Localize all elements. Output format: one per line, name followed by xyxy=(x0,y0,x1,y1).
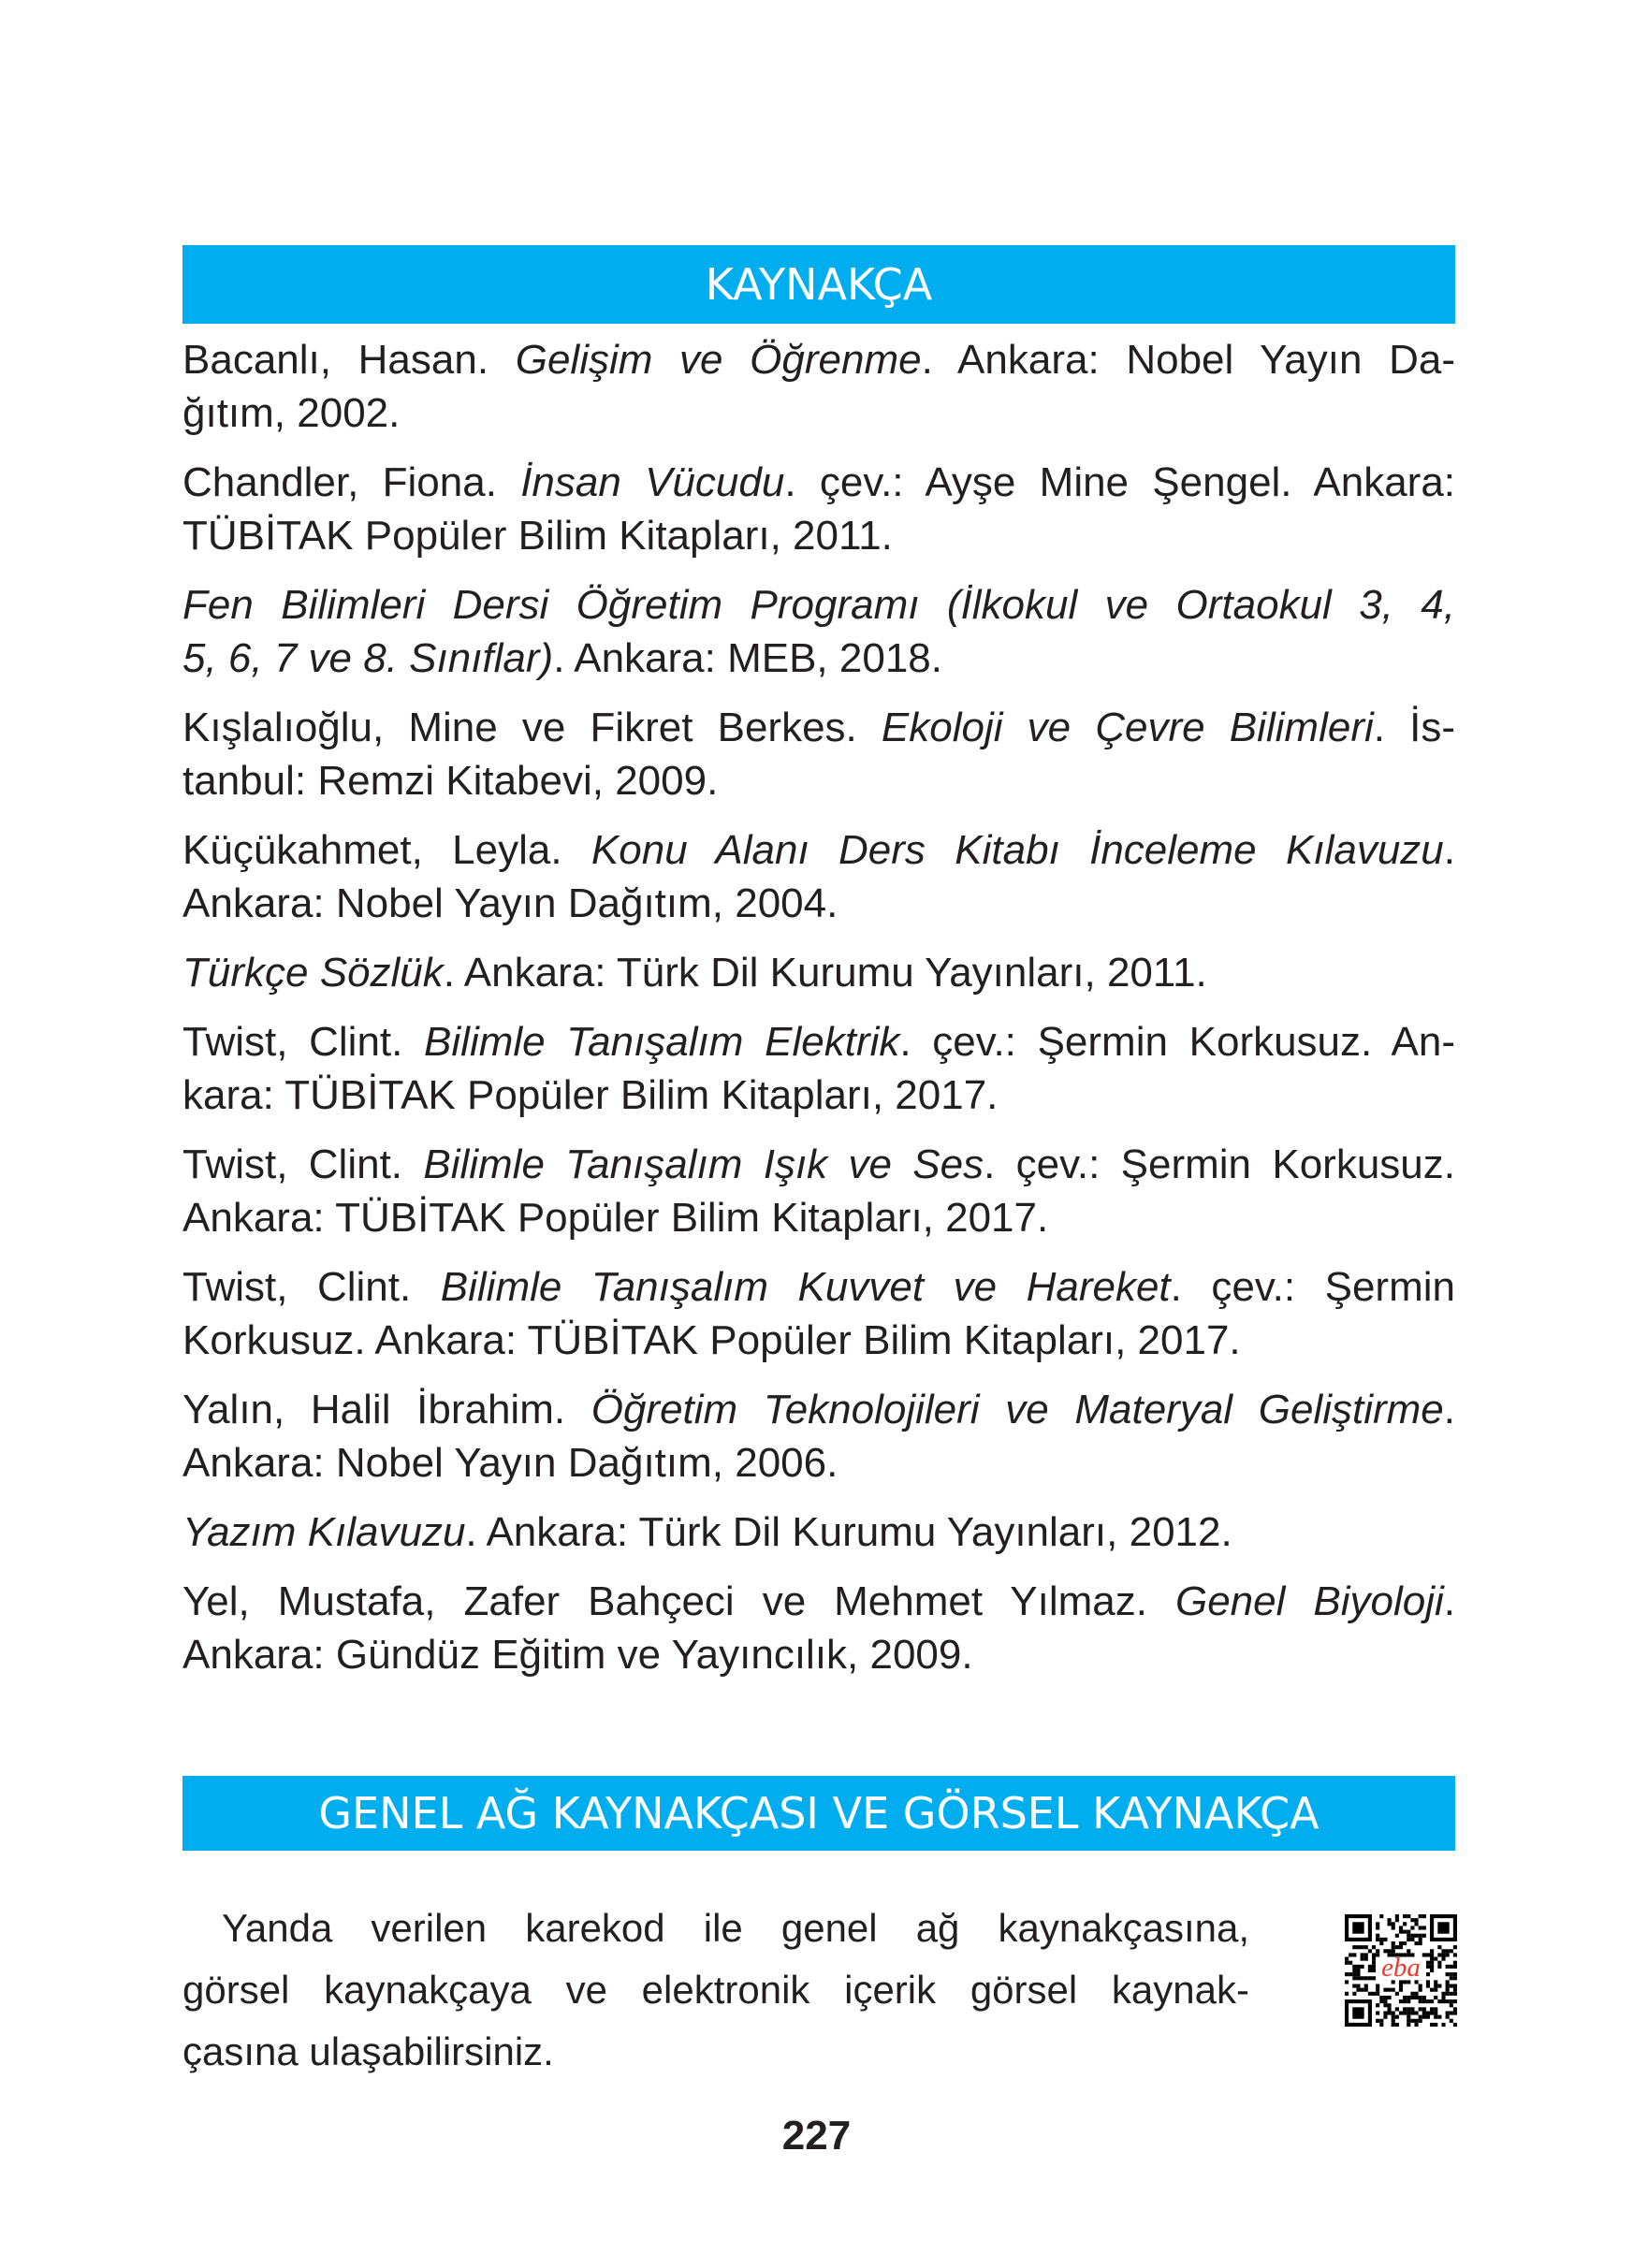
reference-line xyxy=(182,509,1455,562)
reference-text: . Ankara: Türk Dil Kurumu Yayınları, 2012. xyxy=(465,1509,1232,1555)
reference-title: Bilimle Tanışalım Işık ve Ses xyxy=(423,1141,984,1187)
reference-title: Gelişim ve Öğrenme xyxy=(515,337,922,383)
reference-entry xyxy=(182,1260,1455,1367)
reference-text: Twist, Clint. xyxy=(182,1264,441,1310)
reference-line xyxy=(182,333,1455,386)
reference-line xyxy=(182,456,1455,509)
reference-title: Konu Alanı Ders Kitabı İnceleme Kılavuzu xyxy=(591,827,1444,873)
reference-entry xyxy=(182,1383,1455,1490)
reference-text: Ankara: TÜBİTAK Popüler Bilim Kitapları, 2017. xyxy=(182,1195,1049,1241)
reference-entry xyxy=(182,701,1455,807)
reference-line xyxy=(182,1383,1455,1436)
reference-title: Öğretim Teknolojileri ve Materyal Geliştirme xyxy=(591,1387,1444,1432)
reference-line xyxy=(182,946,1455,999)
reference-text: Ankara: Gündüz Eğitim ve Yayıncılık, 2009. xyxy=(182,1632,973,1678)
reference-line xyxy=(182,1191,1455,1244)
reference-entry xyxy=(182,456,1455,562)
reference-entry xyxy=(182,823,1455,930)
reference-line xyxy=(182,578,1455,632)
reference-text: . Ankara: Nobel Yayın Da- xyxy=(921,337,1455,383)
reference-text: Kışlalıoğlu, Mine ve Fikret Berkes. xyxy=(182,705,882,750)
reference-title: Fen Bilimleri Dersi Öğretim Programı (İlkokul ve Ortaokul 3, 4, xyxy=(182,582,1455,628)
reference-text: . Ankara: MEB, 2018. xyxy=(553,635,942,681)
reference-title: Türkçe Sözlük xyxy=(182,950,444,996)
reference-text: Yel, Mustafa, Zafer Bahçeci ve Mehmet Yılmaz. xyxy=(182,1578,1175,1624)
page-number: 227 xyxy=(781,2113,852,2159)
reference-text: . xyxy=(1443,827,1455,873)
reference-text: Ankara: Nobel Yayın Dağıtım, 2006. xyxy=(182,1440,838,1486)
paragraph-line: görsel kaynakçaya ve elektronik içerik görsel kaynak- xyxy=(182,1968,1249,2012)
qr-code-icon xyxy=(1345,1914,1457,2027)
reference-title: Bilimle Tanışalım Elektrik xyxy=(424,1019,900,1065)
reference-text: Yalın, Halil İbrahim. xyxy=(182,1387,591,1432)
paragraph-line: Yanda verilen karekod ile genel ağ kaynakçasına, xyxy=(222,1906,1249,1950)
reference-text: Ankara: Nobel Yayın Dağıtım, 2004. xyxy=(182,880,838,926)
reference-line xyxy=(182,386,1455,440)
reference-text: Korkusuz. Ankara: TÜBİTAK Popüler Bilim Kitapları, 2017. xyxy=(182,1317,1241,1363)
reference-line xyxy=(182,1505,1455,1559)
reference-entry xyxy=(182,1505,1455,1559)
reference-line xyxy=(182,1138,1455,1191)
qr-description xyxy=(182,1897,1249,2083)
reference-text: . xyxy=(1443,1387,1455,1432)
reference-entry xyxy=(182,578,1455,685)
reference-line xyxy=(182,1436,1455,1490)
reference-text: kara: TÜBİTAK Popüler Bilim Kitapları, 2017. xyxy=(182,1072,999,1118)
reference-text: . xyxy=(1443,1578,1455,1624)
reference-text: Küçükahmet, Leyla. xyxy=(182,827,591,873)
reference-text: Twist, Clint. xyxy=(182,1019,425,1065)
reference-line xyxy=(182,754,1455,807)
reference-text: Twist, Clint. xyxy=(182,1141,424,1187)
reference-text: Bacanlı, Hasan. xyxy=(182,337,516,383)
reference-line xyxy=(182,701,1455,754)
reference-title: Yazım Kılavuzu xyxy=(182,1509,466,1555)
kaynakca-header: KAYNAKÇA xyxy=(182,245,1455,324)
eba-logo: eba xyxy=(1381,1953,1421,1984)
reference-line xyxy=(182,1575,1455,1628)
reference-line xyxy=(182,1628,1455,1681)
reference-text: . çev.: Şermin Korkusuz. xyxy=(984,1141,1455,1187)
reference-entry xyxy=(182,1138,1455,1244)
reference-line xyxy=(182,1314,1455,1367)
reference-text: . çev.: Şermin Korkusuz. An- xyxy=(899,1019,1455,1065)
paragraph-line: çasına ulaşabilirsiniz. xyxy=(182,2029,554,2073)
reference-line xyxy=(182,1069,1455,1122)
reference-line xyxy=(182,1015,1455,1069)
reference-entry xyxy=(182,1575,1455,1681)
reference-line xyxy=(182,632,1455,685)
reference-line xyxy=(182,877,1455,930)
reference-list xyxy=(182,333,1455,1697)
reference-title: İnsan Vücudu xyxy=(520,459,785,505)
reference-text: . Ankara: Türk Dil Kurumu Yayınları, 2011. xyxy=(443,950,1207,996)
reference-entry xyxy=(182,946,1455,999)
web-sources-header: GENEL AĞ KAYNAKÇASI VE GÖRSEL KAYNAKÇA xyxy=(182,1776,1455,1851)
reference-text: ğıtım, 2002. xyxy=(182,390,401,436)
reference-line xyxy=(182,823,1455,877)
reference-title: Ekoloji ve Çevre Bilimleri xyxy=(881,705,1374,750)
reference-title: Bilimle Tanışalım Kuvvet ve Hareket xyxy=(440,1264,1171,1310)
reference-text: . İs- xyxy=(1373,705,1455,750)
reference-text: . çev.: Şermin xyxy=(1170,1264,1455,1310)
reference-text: tanbul: Remzi Kitabevi, 2009. xyxy=(182,758,719,804)
reference-entry xyxy=(182,333,1455,440)
reference-title: Genel Biyoloji xyxy=(1174,1578,1444,1624)
reference-text: . çev.: Ayşe Mine Şengel. Ankara: xyxy=(784,459,1456,505)
reference-text: Chandler, Fiona. xyxy=(182,459,521,505)
reference-entry xyxy=(182,1015,1455,1122)
reference-text: TÜBİTAK Popüler Bilim Kitapları, 2011. xyxy=(182,513,893,559)
reference-line xyxy=(182,1260,1455,1314)
reference-title: 5, 6, 7 ve 8. Sınıflar) xyxy=(182,635,554,681)
qr-code[interactable] xyxy=(1345,1914,1457,2027)
